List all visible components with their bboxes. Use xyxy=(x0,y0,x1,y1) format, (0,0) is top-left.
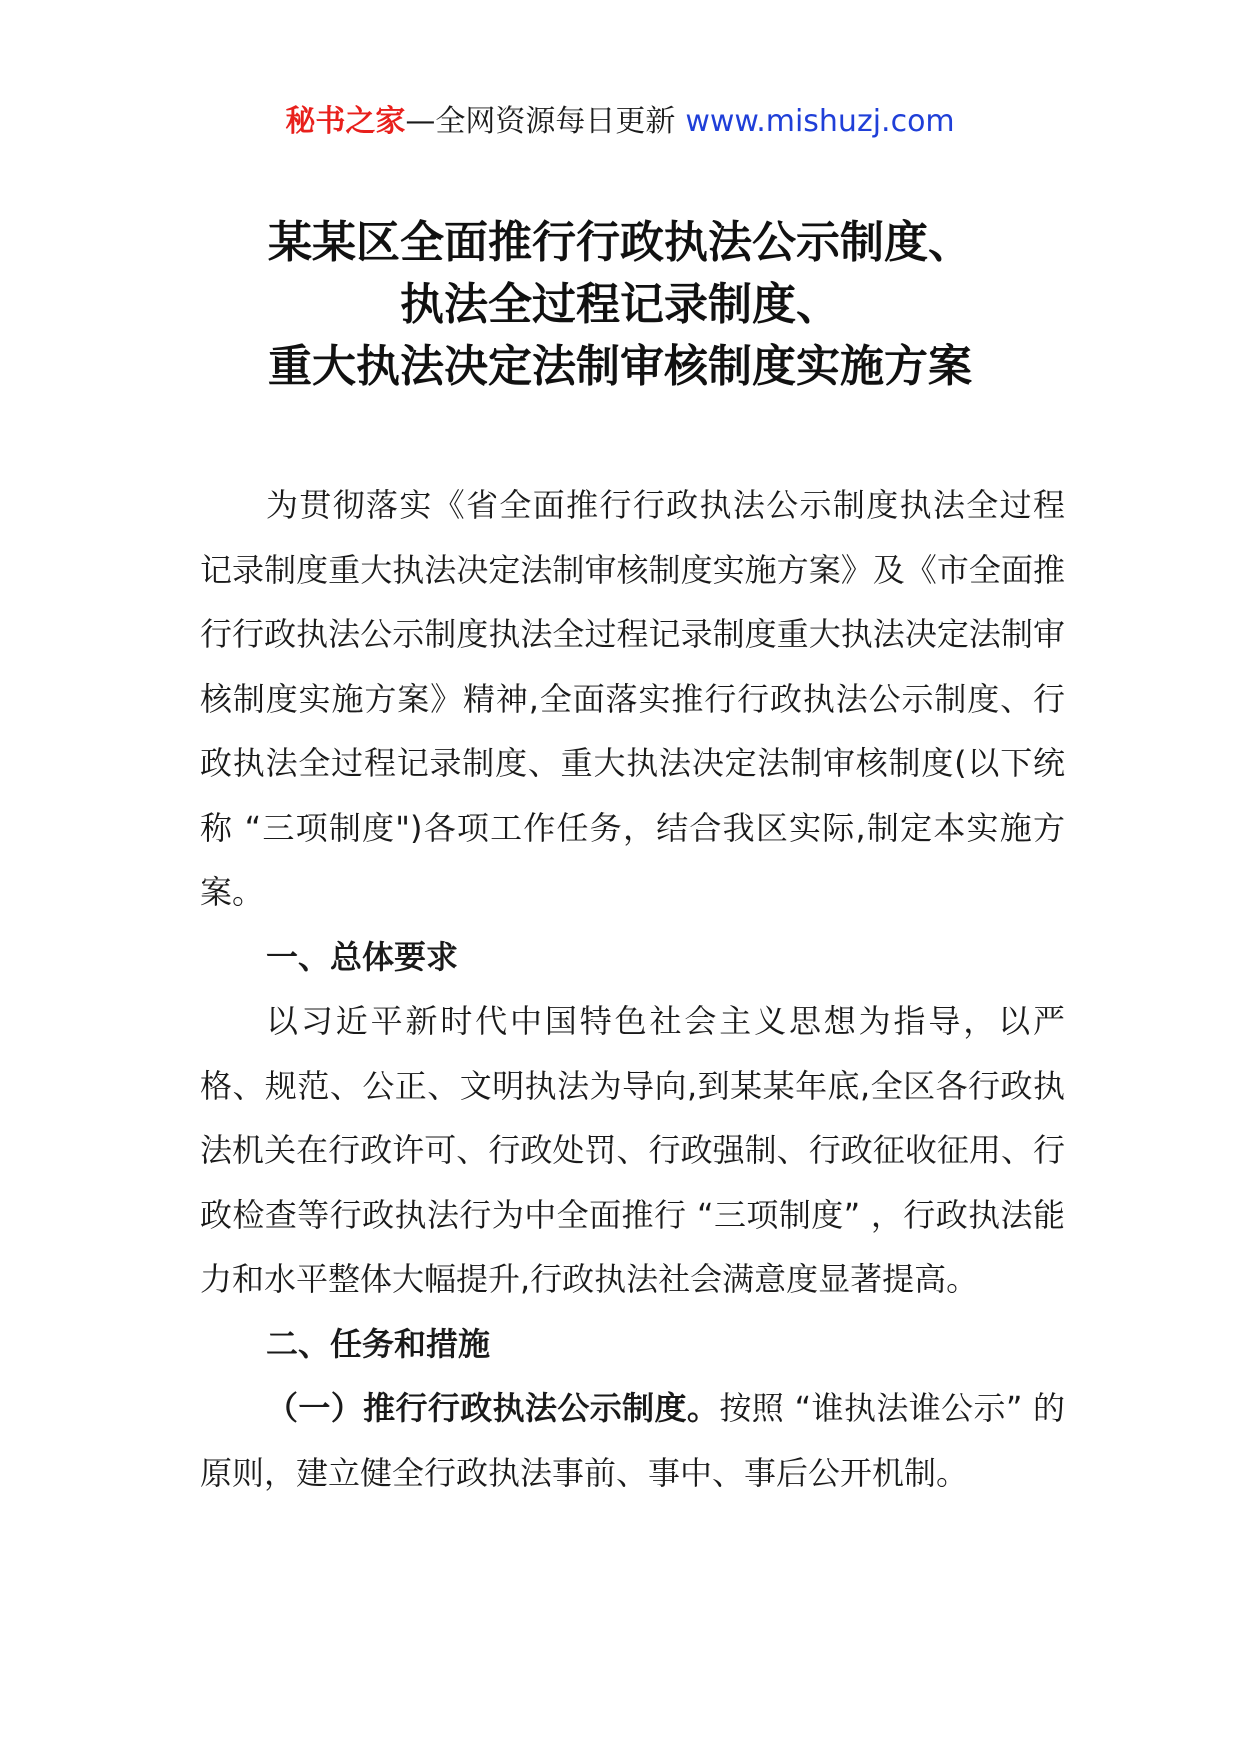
document-title xyxy=(0,212,1240,398)
title-line-3: 重大执法决定法制审核制度实施方案 xyxy=(268,341,972,392)
task-item-1-lead: （一）推行行政执法公示制度。 xyxy=(266,1389,720,1427)
site-header xyxy=(0,100,1240,144)
document-body xyxy=(200,473,1065,1505)
intro-paragraph: 为贯彻落实《省全面推行行政执法公示制度执法全过程记录制度重大执法决定法制审核制度实施方案》及《市全面推行行政执法公示制度执法全过程记录制度重大执法决定法制审核制度实施方案》精神,全面落实推行行政执法公示制度、行政执法全过程记录制度、重大执法决定法制审核制度(以下统称 “三项制度")各项工作任务，结合我区实际,制定本实施方案。 xyxy=(200,486,1065,911)
site-brand: 秘书之家 xyxy=(285,104,406,139)
site-tagline: —全网资源每日更新 xyxy=(405,104,676,139)
site-url-link[interactable]: www.mishuzj.com xyxy=(685,104,955,139)
task-item-1-paragraph xyxy=(200,1376,1065,1505)
task-item-1-text: 按照 “谁执法谁公示” 的原则，建立健全行政执法事前、事中、事后公开机制。 xyxy=(200,1389,1065,1492)
title-line-1: 某某区全面推行行政执法公示制度、 xyxy=(268,217,972,268)
section-heading-tasks-and-measures: 二、任务和措施 xyxy=(266,1324,491,1363)
overall-requirements-paragraph: 以习近平新时代中国特色社会主义思想为指导，以严格、规范、公正、文明执法为导向,到某某年底,全区各行政执法机关在行政许可、行政处罚、行政强制、行政征收征用、行政检查等行政执法行为中全面推行 “三项制度” ，行政执法能力和水平整体大幅提升,行政执法社会满意度显著提高。 xyxy=(200,1002,1065,1298)
section-heading-overall-requirements: 一、总体要求 xyxy=(266,937,459,976)
title-line-2: 执法全过程记录制度、 xyxy=(400,279,840,330)
